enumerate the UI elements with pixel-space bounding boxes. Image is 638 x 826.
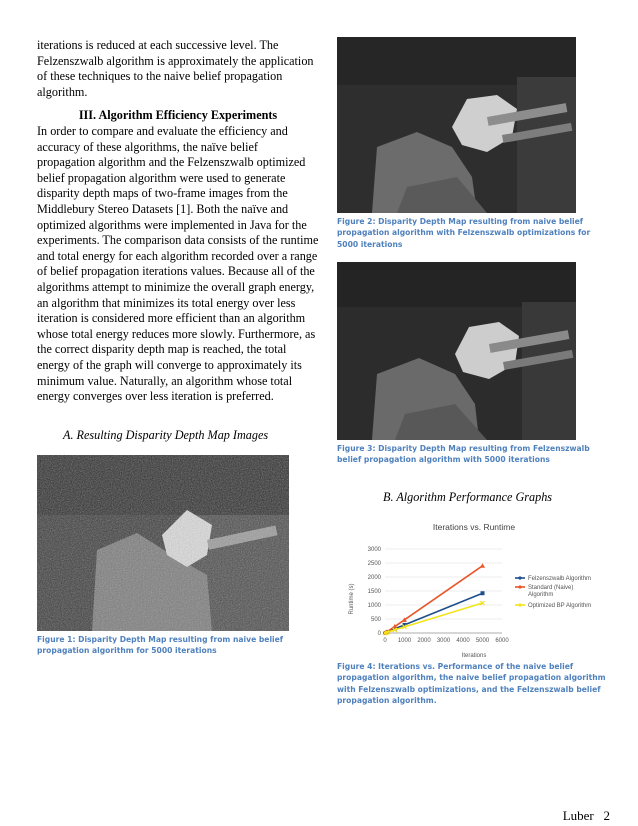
y-tick-label: 3000 <box>367 547 381 553</box>
figure3-image <box>337 262 576 440</box>
x-tick-label: 5000 <box>475 638 490 644</box>
legend-label: Felzenszwalb Algorithm <box>528 576 592 582</box>
y-tick-label: 1500 <box>367 589 381 595</box>
x-tick-label: 6000 <box>495 638 509 644</box>
series-line <box>385 603 483 633</box>
legend-marker <box>518 585 521 588</box>
figure3-caption: Figure 3: Disparity Depth Map resulting from Felzenszwalb belief propagation algorithm with 5000 iterations <box>337 444 590 465</box>
y-tick-label: 500 <box>370 617 381 623</box>
chart-title: Iterations vs. Runtime <box>432 522 516 532</box>
chart-xlabel: Iterations <box>461 653 487 659</box>
legend-label-cont: Algorithm <box>528 592 554 598</box>
figure1-image <box>37 455 289 631</box>
y-tick-label: 2500 <box>367 561 381 567</box>
legend-label: Optimized BP Algorithm <box>528 603 592 609</box>
data-point <box>480 563 485 568</box>
figure2-caption: Figure 2: Disparity Depth Map resulting from naive belief propagation algorithm with Felzenszwalb optimizations for 5000 iterations <box>337 217 591 249</box>
x-tick-label: 1000 <box>397 638 412 644</box>
figure1-caption: Figure 1: Disparity Depth Map resulting from naive belief propagation algorithm for 5000 iterations <box>37 635 284 656</box>
legend-label: Standard (Naive) <box>528 585 574 591</box>
y-tick-label: 2000 <box>367 575 381 581</box>
y-tick-label: 0 <box>377 631 381 637</box>
subheading-depth-maps: A. Resulting Disparity Depth Map Images <box>63 428 269 442</box>
figure4-chart <box>337 515 607 660</box>
figure2-image <box>337 37 576 213</box>
figure4-caption: Figure 4: Iterations vs. Performance of the naive belief propagation algorithm, the naive belief propagation algorithm with Felzenszwalb optimizations, and the Felzenszwalb belief propagation algorithm. <box>337 662 606 705</box>
subheading-performance-graphs: B. Algorithm Performance Graphs <box>383 490 553 504</box>
y-tick-label: 1000 <box>367 603 381 609</box>
legend-marker <box>518 576 521 579</box>
x-tick-label: 4000 <box>456 638 470 644</box>
x-tick-label: 2000 <box>417 638 431 644</box>
legend-marker <box>518 603 521 606</box>
runtime-chart-svg <box>337 515 607 660</box>
page-footer: Luber 2 <box>562 808 610 823</box>
data-point <box>481 591 485 595</box>
x-tick-label: 3000 <box>436 638 451 644</box>
chart-ylabel: Runtime (s) <box>349 583 355 615</box>
paragraph-experiments: In order to compare and evaluate the efficiency and accuracy of these algorithms, the naïve belief propagation algorithm and the Felzenszwalb optimized belief propagation algorithm were used to generate disparity depth maps of two-frame images from the Middlebury Stereo Datasets [1]. Both the naïve and optimized algorithms were implemented in Java for the experiments. The comparison data consists of the runtime and total energy for each algorithm recorded over a range of belief propagation iterations values. Because all of the algorithms attempt to minimize the overall graph energy, an algorithm that minimizes its total energy over less iteration is considered more efficient than an algorithm whose total energy reduces more slowly. Furthermore, as the correct disparity depth map is reached, the total energy of the graph will converge to approximately its minimum value. Naturally, an algorithm whose total energy converges over less iteration is preferred. <box>37 124 319 404</box>
section-heading: III. Algorithm Efficiency Experiments <box>78 108 278 122</box>
paragraph-intro: iterations is reduced at each successive level. The Felzenszwalb algorithm is approximately the application of these techniques to the naive belief propagation algorithm. <box>37 38 314 99</box>
x-tick-label: 0 <box>383 638 387 644</box>
